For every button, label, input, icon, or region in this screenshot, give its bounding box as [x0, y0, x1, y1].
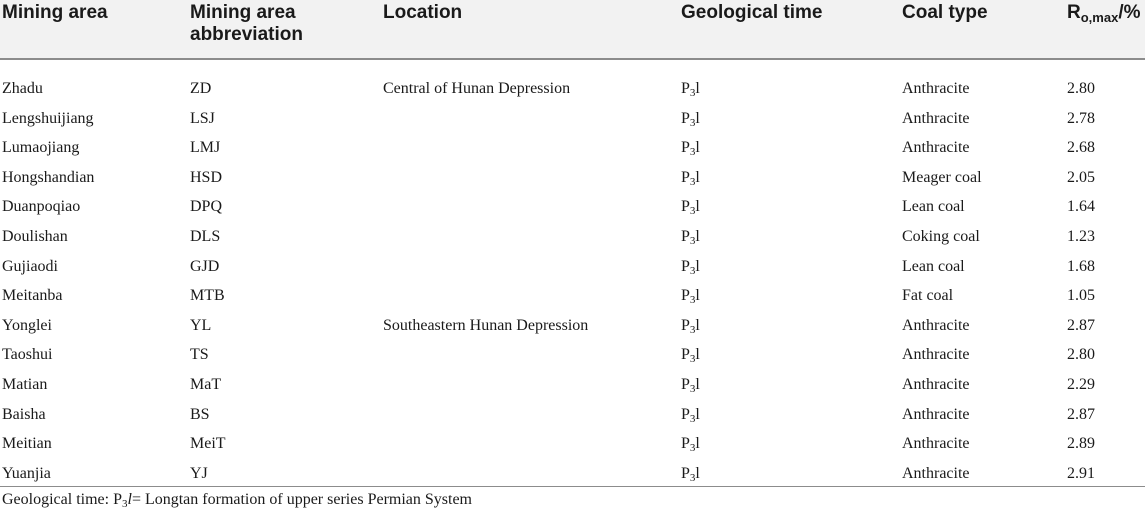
time-period: P — [681, 80, 690, 97]
time-subscript: 3 — [689, 353, 696, 366]
cell-coal-type: Coking coal — [902, 227, 980, 245]
cell-geological-time — [681, 192, 700, 222]
table-body — [0, 74, 1145, 488]
header-ro-max — [1067, 2, 1141, 24]
cell-coal-type: Anthracite — [902, 375, 970, 393]
time-formation: l — [695, 80, 700, 97]
time-subscript: 3 — [689, 87, 696, 99]
cell-geological-time — [681, 281, 700, 311]
time-period: P — [681, 435, 690, 453]
cell-coal-type: Anthracite — [902, 405, 970, 423]
cell-coal-type: Lean coal — [902, 257, 965, 275]
cell-ro-max: 1.68 — [1067, 257, 1095, 275]
cell-mining-area: Taoshui — [2, 346, 53, 364]
table-footnote — [2, 490, 472, 510]
time-formation: l — [695, 168, 700, 186]
footnote-prefix: Geological time: P — [2, 491, 122, 508]
time-subscript: 3 — [689, 205, 696, 218]
time-formation: l — [695, 139, 700, 157]
cell-ro-max: 1.64 — [1067, 198, 1095, 216]
cell-ro-max: 2.91 — [1067, 464, 1095, 482]
cell-geological-time — [681, 252, 700, 282]
time-period: P — [681, 464, 690, 482]
cell-mining-area: Gujiaodi — [2, 257, 58, 275]
time-subscript: 3 — [689, 442, 696, 455]
cell-mining-area: Lumaojiang — [2, 139, 80, 157]
cell-coal-type: Lean coal — [902, 198, 965, 216]
cell-geological-time — [681, 370, 700, 400]
header-coal-type: Coal type — [902, 2, 988, 23]
cell-geological-time — [681, 459, 700, 489]
time-subscript: 3 — [689, 264, 696, 277]
cell-geological-time — [681, 133, 700, 163]
cell-location: Southeastern Hunan Depression — [383, 316, 589, 334]
table-row — [0, 459, 1145, 489]
table-row — [0, 400, 1145, 430]
table-row — [0, 104, 1145, 134]
time-subscript: 3 — [689, 471, 696, 484]
time-formation: l — [695, 287, 700, 305]
time-period: P — [681, 375, 690, 393]
time-period: P — [681, 257, 690, 275]
cell-abbreviation: ZD — [190, 80, 212, 97]
cell-abbreviation: DPQ — [190, 198, 223, 216]
cell-ro-max: 2.80 — [1067, 346, 1095, 364]
time-formation: l — [695, 316, 700, 334]
cell-mining-area: Meitian — [2, 435, 52, 453]
header-geological-time: Geological time — [681, 2, 823, 23]
cell-coal-type: Anthracite — [902, 464, 970, 482]
cell-coal-type: Anthracite — [902, 80, 970, 97]
cell-mining-area: Doulishan — [2, 227, 68, 245]
cell-abbreviation: DLS — [190, 227, 221, 245]
header-location: Location — [383, 2, 463, 23]
time-subscript: 3 — [689, 294, 696, 307]
ro-subscript: o,max — [1080, 10, 1119, 25]
time-formation: l — [695, 227, 700, 245]
cell-mining-area: Lengshuijiang — [2, 109, 94, 127]
cell-abbreviation: HSD — [190, 168, 223, 186]
ro-unit: /% — [1118, 2, 1141, 23]
time-formation: l — [695, 257, 700, 275]
time-period: P — [681, 346, 690, 364]
time-period: P — [681, 198, 690, 216]
cell-mining-area: Hongshandian — [2, 168, 95, 186]
time-period: P — [681, 227, 690, 245]
footnote-italic: l — [127, 491, 132, 508]
cell-coal-type: Meager coal — [902, 168, 982, 186]
time-subscript: 3 — [689, 412, 696, 425]
time-period: P — [681, 109, 690, 127]
cell-coal-type: Anthracite — [902, 109, 970, 127]
cell-coal-type: Anthracite — [902, 435, 970, 453]
cell-coal-type: Anthracite — [902, 316, 970, 334]
cell-coal-type: Anthracite — [902, 139, 970, 157]
time-period: P — [681, 287, 690, 305]
cell-ro-max: 2.29 — [1067, 375, 1095, 393]
cell-mining-area: Zhadu — [2, 80, 43, 97]
time-formation: l — [695, 375, 700, 393]
header-mining-area: Mining area — [2, 2, 108, 23]
time-subscript: 3 — [689, 116, 696, 129]
cell-ro-max: 2.87 — [1067, 316, 1095, 334]
cell-mining-area: Matian — [2, 375, 48, 393]
time-formation: l — [695, 435, 700, 453]
table-row — [0, 340, 1145, 370]
table-row — [0, 163, 1145, 193]
time-subscript: 3 — [689, 175, 696, 188]
table-row — [0, 74, 1145, 104]
cell-abbreviation: LSJ — [190, 109, 215, 127]
cell-geological-time — [681, 222, 700, 252]
time-period: P — [681, 316, 690, 334]
cell-abbreviation: BS — [190, 405, 210, 423]
cell-abbreviation: GJD — [190, 257, 220, 275]
time-period: P — [681, 405, 690, 423]
cell-geological-time — [681, 74, 700, 104]
table-row — [0, 429, 1145, 459]
cell-geological-time — [681, 340, 700, 370]
cell-geological-time — [681, 429, 700, 459]
header-abbreviation-line1: Mining area — [190, 2, 296, 23]
cell-abbreviation: MTB — [190, 287, 225, 305]
cell-coal-type: Fat coal — [902, 287, 954, 305]
ro-symbol: R — [1067, 2, 1081, 23]
cell-mining-area: Meitanba — [2, 287, 63, 305]
time-subscript: 3 — [689, 382, 696, 395]
table-row — [0, 133, 1145, 163]
table-row — [0, 252, 1145, 282]
footnote-suffix: = Longtan formation of upper series Permian System — [131, 491, 472, 508]
cell-ro-max: 2.89 — [1067, 435, 1095, 453]
cell-ro-max: 2.80 — [1067, 80, 1095, 97]
cell-ro-max: 2.68 — [1067, 139, 1095, 157]
cell-mining-area: Duanpoqiao — [2, 198, 81, 216]
time-formation: l — [695, 346, 700, 364]
cell-geological-time — [681, 104, 700, 134]
time-subscript: 3 — [689, 323, 696, 336]
cell-mining-area: Baisha — [2, 405, 46, 423]
cell-abbreviation: MaT — [190, 375, 222, 393]
header-abbreviation — [190, 2, 303, 46]
table-row — [0, 281, 1145, 311]
time-formation: l — [695, 109, 700, 127]
cell-abbreviation: MeiT — [190, 435, 226, 453]
cell-abbreviation: TS — [190, 346, 209, 364]
table-row — [0, 311, 1145, 341]
time-formation: l — [695, 198, 700, 216]
header-abbreviation-line2: abbreviation — [190, 24, 303, 45]
cell-mining-area: Yuanjia — [2, 464, 51, 482]
cell-ro-max: 2.05 — [1067, 168, 1095, 186]
cell-ro-max: 2.78 — [1067, 109, 1095, 127]
cell-ro-max: 1.23 — [1067, 227, 1095, 245]
time-period: P — [681, 168, 690, 186]
time-subscript: 3 — [689, 234, 696, 247]
cell-location: Central of Hunan Depression — [383, 80, 571, 97]
table-header — [0, 0, 1145, 58]
table-row — [0, 222, 1145, 252]
cell-ro-max: 2.87 — [1067, 405, 1095, 423]
table-row — [0, 192, 1145, 222]
cell-ro-max: 1.05 — [1067, 287, 1095, 305]
table-row — [0, 370, 1145, 400]
cell-geological-time — [681, 311, 700, 341]
time-subscript: 3 — [689, 146, 696, 159]
footnote-subscript: 3 — [121, 498, 128, 510]
cell-mining-area: Yonglei — [2, 316, 52, 334]
time-period: P — [681, 139, 690, 157]
cell-abbreviation: LMJ — [190, 139, 221, 157]
bottom-rule — [0, 486, 1145, 487]
cell-coal-type: Anthracite — [902, 346, 970, 364]
cell-geological-time — [681, 400, 700, 430]
time-formation: l — [695, 405, 700, 423]
time-formation: l — [695, 464, 700, 482]
cell-abbreviation: YL — [190, 316, 212, 334]
header-rule — [0, 58, 1145, 60]
cell-abbreviation: YJ — [190, 464, 208, 482]
cell-geological-time — [681, 163, 700, 193]
